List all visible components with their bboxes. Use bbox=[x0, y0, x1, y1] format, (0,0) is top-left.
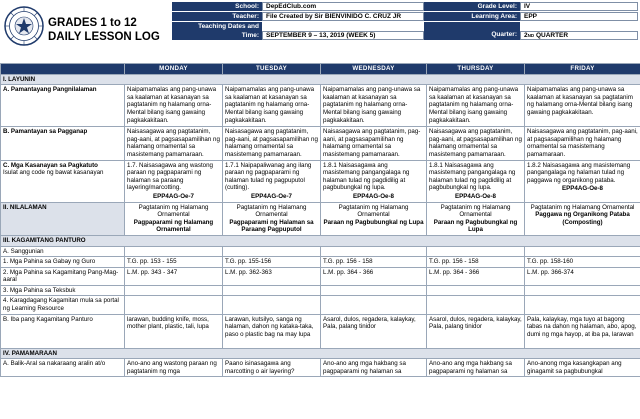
section-kagamitang-panturo-label: III. KAGAMITANG PANTURO bbox=[1, 235, 640, 246]
cell-tuesday: Naipamamalas ang pang-unawa sa kaalaman at kasanayan sa pagtatanim ng halamang orna-Mental bilang isang gawaing pagkakakitaan. bbox=[223, 85, 321, 127]
row-label: 4. Karagdagang Kagamitan mula sa portal ng Learning Resource bbox=[1, 296, 125, 314]
cell-friday bbox=[525, 246, 640, 257]
cell-friday: Ano-anong mga kasangkapan ang ginagamit sa pagbubungkal bbox=[525, 359, 640, 377]
cell-monday: larawan, budding knife, moss, mother plant, plastic, tali, lupa bbox=[125, 314, 223, 348]
quarter-number: 2 bbox=[524, 32, 528, 39]
cell-wednesday: Asarol, dulos, regadera, kalaykay, Pala, palang tinidor bbox=[321, 314, 427, 348]
title-grades: GRADES 1 to 12 bbox=[48, 17, 137, 29]
row-iba-pang-kagamitan bbox=[1, 314, 640, 348]
content-topic: Pagtatanim ng Halamang Ornamental bbox=[530, 203, 635, 211]
cell-friday bbox=[525, 160, 640, 202]
cell-thursday: L.M. pp. 364 - 366 bbox=[427, 267, 525, 285]
competency-code: EPP4AG-Oe-8 bbox=[455, 192, 496, 200]
quarter-word: QUARTER bbox=[535, 32, 569, 39]
cell-monday: L.M. pp. 343 - 347 bbox=[125, 267, 223, 285]
row-label: B. Iba pang Kagamitang Panturo bbox=[1, 314, 125, 348]
row-label: B. Pamantayan sa Pagganap bbox=[1, 127, 125, 160]
cell-monday: Naisasagawa ang pagtatanim, pag-aani, at pagsasapamilihan ng halamang ornamental sa masistemang pamamaraan. bbox=[125, 127, 223, 160]
school-value: DepEdClub.com bbox=[262, 2, 424, 11]
content-friday bbox=[525, 202, 640, 235]
content-lesson: Paraan ng Pagbubungkal ng Lupa bbox=[323, 218, 424, 226]
learning-area-value: EPP bbox=[520, 12, 638, 21]
cell-friday: Pala, kalaykay, mga tuyo at bagong tabas na dahon ng halaman, abo, apog, dumi ng mga hayop, at iba pa, larawan bbox=[525, 314, 640, 348]
quarter-ordinal: ND bbox=[527, 33, 535, 38]
cell-wednesday: T.G. pp. 156 - 158 bbox=[321, 257, 427, 268]
row-label: 2. Mga Pahina sa Kagamitang Pang-Mag-aaral bbox=[1, 267, 125, 285]
row-label: A. Balik-Aral sa nakaraang aralin at/o bbox=[1, 359, 125, 377]
cell-wednesday: Naipamamalas ang pang-unawa sa kaalaman at kasanayan sa pagtatanim ng halamang orna-Mental bilang isang gawaing pagkakakitaan. bbox=[321, 85, 427, 127]
content-lesson: Pagpaparami ng Halaman sa Paraang Pagpuputol bbox=[229, 218, 314, 234]
section-nilalaman-label: II. NILALAMAN bbox=[1, 202, 125, 235]
lesson-log-header bbox=[0, 0, 640, 62]
cell-monday: Naipamamalas ang pang-unawa sa kaalaman at kasanayan sa pagtatanim ng halamang orna-Mental bilang isang gawaing pagkakakitaan. bbox=[125, 85, 223, 127]
row-sanggunian bbox=[1, 246, 640, 257]
day-thursday: THURSDAY bbox=[427, 64, 525, 75]
row-gabay-ng-guro bbox=[1, 257, 640, 268]
teaching-dates-label-line1: Teaching Dates and bbox=[198, 23, 259, 30]
content-topic: Pagtatanim ng Halamang Ornamental bbox=[338, 203, 409, 219]
content-topic: Pagtatanim ng Halamang Ornamental bbox=[138, 203, 209, 219]
section-nilalaman bbox=[1, 202, 640, 235]
row-teksbuk bbox=[1, 285, 640, 296]
cell-thursday: Asarol, dulos, regadera, kalaykay, Pala, palang tinidor bbox=[427, 314, 525, 348]
teaching-dates-label-line2: Time: bbox=[241, 31, 259, 39]
cell-friday: L.M. pp. 366-374 bbox=[525, 267, 640, 285]
day-monday: MONDAY bbox=[125, 64, 223, 75]
competency-text: 1.8.2 Naisasagawa ang masistemang pangangalaga ng halaman tulad ng paggawa ng organikong pataba. bbox=[527, 161, 631, 184]
cell-thursday bbox=[427, 296, 525, 314]
cell-thursday bbox=[427, 160, 525, 202]
content-thursday bbox=[427, 202, 525, 235]
row-label: A. Pamantayang Pangnilalaman bbox=[1, 85, 125, 127]
competency-text: 1.8.1 Naisasagawa ang masistemang pangangalaga ng halaman tulad ng pagdidilig at pagbubungkal ng lupa. bbox=[429, 161, 516, 192]
teacher-label: Teacher: bbox=[172, 12, 262, 21]
competency-code: EPP4AG-Oe-8 bbox=[353, 192, 394, 200]
cell-wednesday bbox=[321, 246, 427, 257]
day-wednesday: WEDNESDAY bbox=[321, 64, 427, 75]
section-layunin bbox=[1, 74, 640, 85]
section-layunin-label: I. LAYUNIN bbox=[1, 74, 640, 85]
row-label: 1. Mga Pahina sa Gabay ng Guro bbox=[1, 257, 125, 268]
row-label: A. Sanggunian bbox=[1, 246, 125, 257]
deped-seal-logo bbox=[4, 6, 44, 46]
content-lesson: Pagpaparami ng Halamang Ornamental bbox=[133, 218, 214, 234]
cell-wednesday: Ano-ano ang mga hakbang sa pagpaparami ng halaman sa bbox=[321, 359, 427, 377]
content-monday bbox=[125, 202, 223, 235]
cell-tuesday: T.G. pp. 155-156 bbox=[223, 257, 321, 268]
content-wednesday bbox=[321, 202, 427, 235]
row-karagdagang-kagamitan bbox=[1, 296, 640, 314]
content-topic: Pagtatanim ng Halamang Ornamental bbox=[236, 203, 307, 219]
cell-thursday: Naipamamalas ang pang-unawa sa kaalaman at kasanayan sa pagtatanim ng halamang orna-Mental bilang isang gawaing pagkakakitaan. bbox=[427, 85, 525, 127]
quarter-label: Quarter: bbox=[424, 22, 520, 40]
content-tuesday bbox=[223, 202, 321, 235]
row-label-title: C. Mga Kasanayan sa Pagkatuto bbox=[3, 161, 98, 169]
cell-tuesday: L.M. pp. 362-363 bbox=[223, 267, 321, 285]
cell-tuesday bbox=[223, 285, 321, 296]
day-friday: FRIDAY bbox=[525, 64, 640, 75]
row-label-subtitle: Isulat ang code ng bawat kasanayan bbox=[3, 169, 104, 177]
quarter-value bbox=[520, 31, 638, 40]
lesson-log-title bbox=[48, 16, 160, 44]
school-label: School: bbox=[172, 2, 262, 11]
cell-tuesday: Paano isinasagawa ang marcotting o air layering? bbox=[223, 359, 321, 377]
learning-area-label: Learning Area: bbox=[424, 12, 520, 21]
competency-code: EPP4AG-Oe-7 bbox=[251, 192, 292, 200]
grade-level-label: Grade Level: bbox=[424, 2, 520, 11]
competency-text: 1.7.1 Naipapaliwanag ang ilang paraan ng pagpaparami ng halaman tulad ng pagpuputol (cutting). bbox=[225, 161, 312, 192]
content-topic: Pagtatanim ng Halamang Ornamental bbox=[440, 203, 511, 219]
row-balik-aral bbox=[1, 359, 640, 377]
cell-tuesday bbox=[223, 246, 321, 257]
title-daily-lesson-log: DAILY LESSON LOG bbox=[48, 31, 160, 43]
lesson-log-table bbox=[0, 63, 640, 377]
cell-wednesday bbox=[321, 296, 427, 314]
cell-wednesday bbox=[321, 160, 427, 202]
competency-text: 1.7. Naisasagawa ang wastong paraan ng pagpaparami ng halaman sa paraang layering/marcotting. bbox=[127, 161, 213, 192]
cell-friday bbox=[525, 285, 640, 296]
row-label: 3. Mga Pahina sa Teksbuk bbox=[1, 285, 125, 296]
cell-monday: Ano-ano ang wastong paraan ng pagtatanim ng mga bbox=[125, 359, 223, 377]
competency-code: EPP4AG-Oe-8 bbox=[562, 185, 603, 193]
cell-wednesday: L.M. pp. 364 - 366 bbox=[321, 267, 427, 285]
row-mga-kasanayan bbox=[1, 160, 640, 202]
section-pamamaraan bbox=[1, 348, 640, 359]
cell-monday bbox=[125, 285, 223, 296]
row-pamantayang-pangnilalaman bbox=[1, 85, 640, 127]
cell-monday bbox=[125, 160, 223, 202]
cell-thursday: Ano-ano ang mga hakbang sa pagpaparami ng halaman sa bbox=[427, 359, 525, 377]
teaching-dates-value: SEPTEMBER 9 – 13, 2019 (WEEK 5) bbox=[262, 31, 424, 40]
cell-friday: Naisasagawa ang pagtatanim, pag-aani, at pagsasapamilihan ng halamang ornamental sa masistemang pamamaraan. bbox=[525, 127, 640, 160]
competency-code: EPP4AG-Oe-7 bbox=[153, 192, 194, 200]
row-label bbox=[1, 160, 125, 202]
cell-friday: T.G. pp. 158-160 bbox=[525, 257, 640, 268]
teaching-dates-label bbox=[172, 22, 262, 40]
cell-tuesday bbox=[223, 160, 321, 202]
cell-tuesday: Larawan, kutsilyo, sanga ng halaman, dahon ng kataka-taka, paso o plastic bag na may lupa bbox=[223, 314, 321, 348]
day-tuesday: TUESDAY bbox=[223, 64, 321, 75]
section-kagamitang-panturo bbox=[1, 235, 640, 246]
cell-tuesday bbox=[223, 296, 321, 314]
cell-thursday bbox=[427, 285, 525, 296]
competency-text: 1.8.1 Naisasagawa ang masistemang pangangalaga ng halaman tulad ng pagdidilig at pagbubungkal ng lupa. bbox=[323, 161, 410, 192]
cell-thursday bbox=[427, 246, 525, 257]
day-header-row bbox=[1, 64, 640, 75]
content-lesson: Paraan ng Pagbubungkal ng Lupa bbox=[433, 218, 518, 234]
cell-thursday: Naisasagawa ang pagtatanim, pag-aani, at pagsasapamilihan ng halamang ornamental sa masistemang pamamaraan. bbox=[427, 127, 525, 160]
cell-thursday: T.G. pp. 156 - 158 bbox=[427, 257, 525, 268]
row-pamantayan-sa-pagganap bbox=[1, 127, 640, 160]
cell-monday bbox=[125, 296, 223, 314]
row-kagamitang-pang-mag-aaral bbox=[1, 267, 640, 285]
cell-friday: Naipamamalas ang pang-unawa sa kaalaman at kasanayan sa pagtatanim ng halamang orna-Mental bilang isang gawaing pagkakakitaan. bbox=[525, 85, 640, 127]
day-header-blank bbox=[1, 64, 125, 75]
teacher-value: File Created by Sir BIENVINIDO C. CRUZ JR bbox=[262, 12, 424, 21]
cell-friday bbox=[525, 296, 640, 314]
section-pamamaraan-label: IV. PAMAMARAAN bbox=[1, 348, 640, 359]
cell-tuesday: Naisasagawa ang pagtatanim, pag-aani, at pagsasapamilihan ng halamang ornamental sa masistemang pamamaraan. bbox=[223, 127, 321, 160]
cell-wednesday: Naisasagawa ang pagtatanim, pag-aani, at pagsasapamilihan ng halamang ornamental sa masistemang pamamaraan. bbox=[321, 127, 427, 160]
cell-monday: T.G. pp. 153 - 155 bbox=[125, 257, 223, 268]
cell-monday bbox=[125, 246, 223, 257]
grade-level-value: IV bbox=[520, 2, 638, 11]
content-lesson: Paggawa ng Organikong Pataba (Composting) bbox=[535, 211, 630, 226]
cell-wednesday bbox=[321, 285, 427, 296]
